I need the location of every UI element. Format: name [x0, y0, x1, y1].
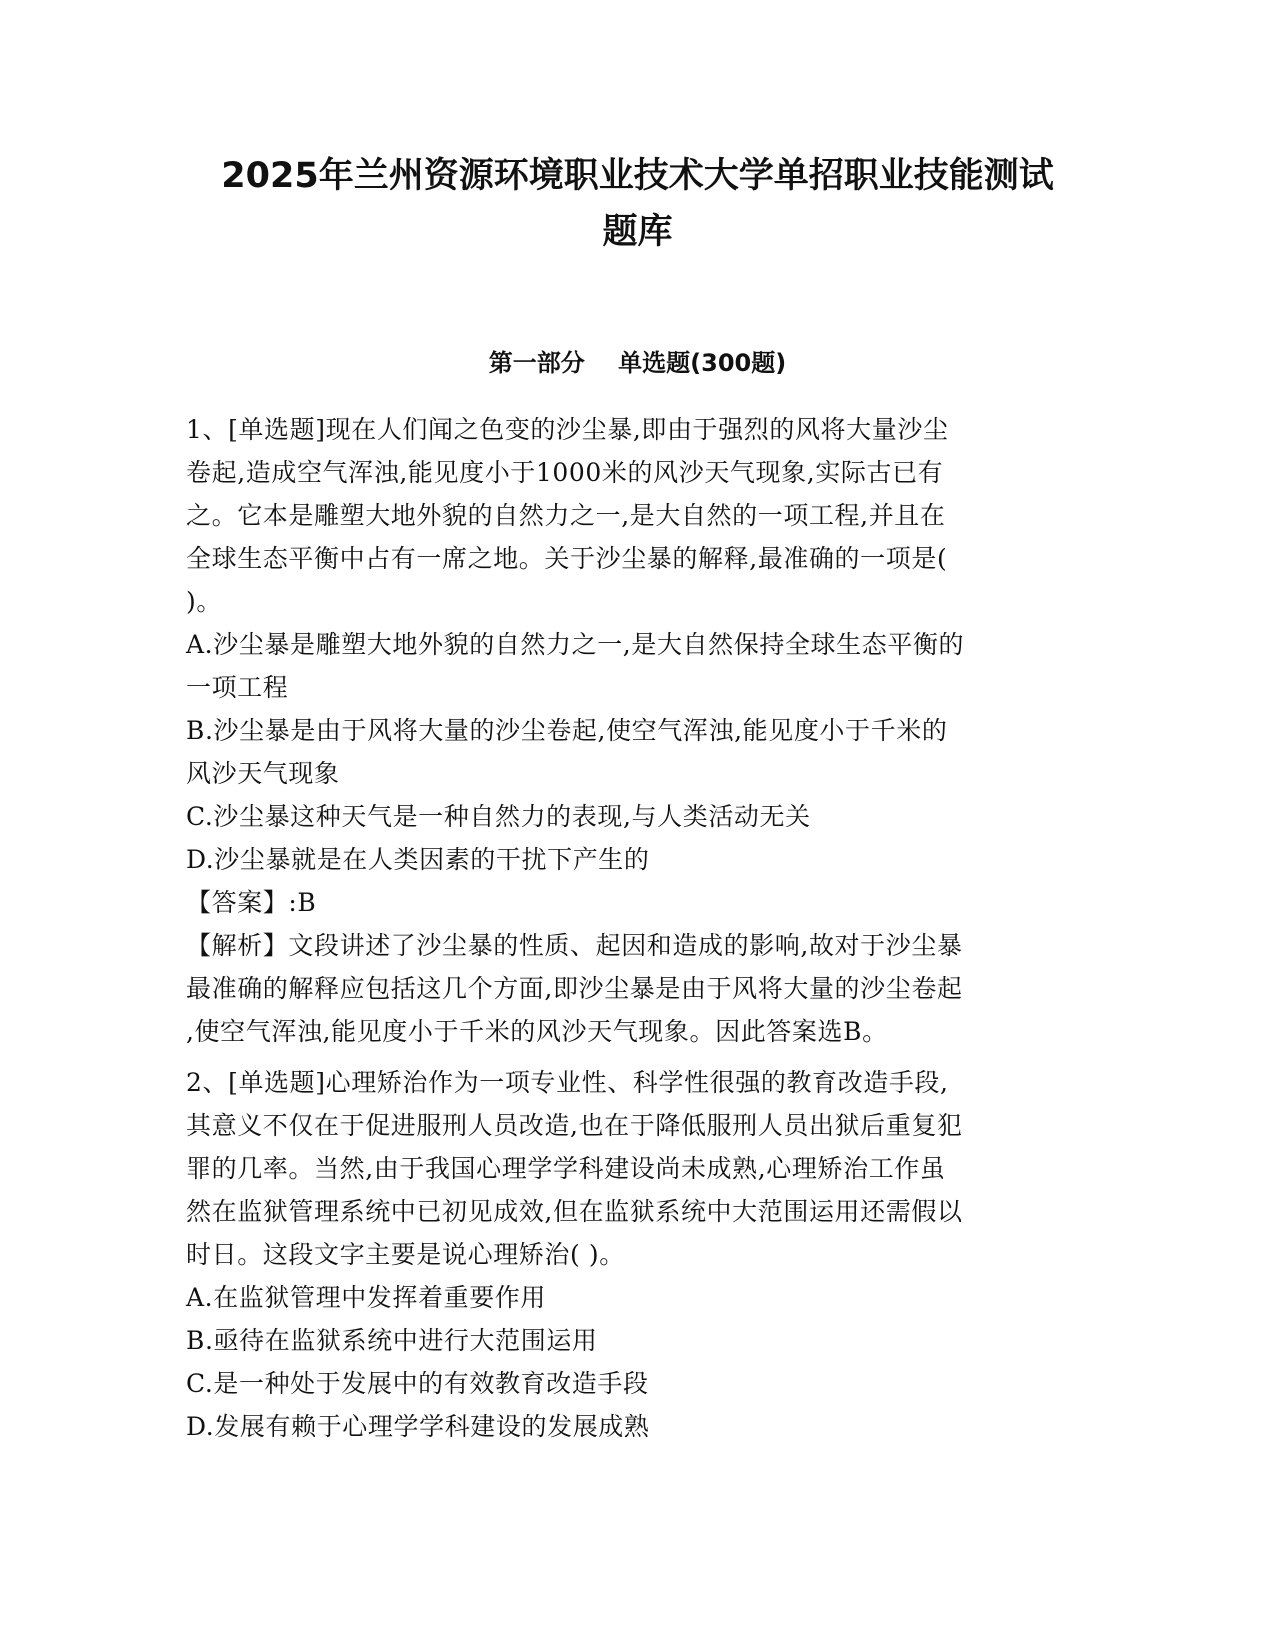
stem-line: 全球生态平衡中占有一席之地。关于沙尘暴的解释,最准确的一项是( [186, 544, 948, 573]
question-1 [186, 408, 1086, 1053]
option-c: C.沙尘暴这种天气是一种自然力的表现,与人类活动无关 [186, 802, 811, 831]
title-line-1: 2025年兰州资源环境职业技术大学单招职业技能测试 [221, 156, 1054, 196]
question-options [186, 623, 1086, 881]
analysis-line: ,使空气浑浊,能见度小于千米的风沙天气现象。因此答案选B。 [186, 1017, 888, 1046]
question-stem [186, 1061, 1086, 1276]
question-2 [186, 1061, 1086, 1448]
section-heading: 第一部分 单选题(300题) [488, 349, 787, 377]
stem-line: 2、[单选题]心理矫治作为一项专业性、科学性很强的教育改造手段, [186, 1068, 949, 1097]
analysis-line: 【解析】文段讲述了沙尘暴的性质、起因和造成的影响,故对于沙尘暴 [186, 931, 963, 960]
question-stem [186, 408, 1086, 623]
stem-line: 然在监狱管理系统中已初见成效,但在监狱系统中大范围运用还需假以 [186, 1197, 963, 1226]
stem-line: 卷起,造成空气浑浊,能见度小于1000米的风沙天气现象,实际古已有 [186, 458, 944, 487]
stem-line: 之。它本是雕塑大地外貌的自然力之一,是大自然的一项工程,并且在 [186, 501, 946, 530]
option-b: B.亟待在监狱系统中进行大范围运用 [186, 1326, 598, 1355]
option-d: D.发展有赖于心理学学科建设的发展成熟 [186, 1412, 650, 1441]
analysis-line: 最准确的解释应包括这几个方面,即沙尘暴是由于风将大量的沙尘卷起 [186, 974, 963, 1003]
answer-line: 【答案】:B [186, 888, 317, 917]
option-c: C.是一种处于发展中的有效教育改造手段 [186, 1369, 649, 1398]
option-a: A.在监狱管理中发挥着重要作用 [186, 1283, 547, 1312]
option-b-line-1: B.沙尘暴是由于风将大量的沙尘卷起,使空气浑浊,能见度小于千米的 [186, 716, 948, 745]
stem-line: 罪的几率。当然,由于我国心理学学科建设尚未成熟,心理矫治工作虽 [186, 1154, 946, 1183]
document-title [150, 148, 1125, 260]
option-d: D.沙尘暴就是在人类因素的干扰下产生的 [186, 845, 650, 874]
stem-line: 1、[单选题]现在人们闻之色变的沙尘暴,即由于强烈的风将大量沙尘 [186, 415, 949, 444]
question-options [186, 1276, 1086, 1448]
analysis [186, 924, 1086, 1053]
question-list [186, 408, 1086, 1456]
stem-line: 时日。这段文字主要是说心理矫治( )。 [186, 1240, 625, 1269]
stem-line: 其意义不仅在于促进服刑人员改造,也在于降低服刑人员出狱后重复犯 [186, 1111, 963, 1140]
option-a-line-2: 一项工程 [186, 673, 289, 702]
title-line-2: 题库 [602, 212, 673, 252]
option-a-line-1: A.沙尘暴是雕塑大地外貌的自然力之一,是大自然保持全球生态平衡的 [186, 630, 965, 659]
stem-line: )。 [186, 587, 222, 616]
option-b-line-2: 风沙天气现象 [186, 759, 340, 788]
